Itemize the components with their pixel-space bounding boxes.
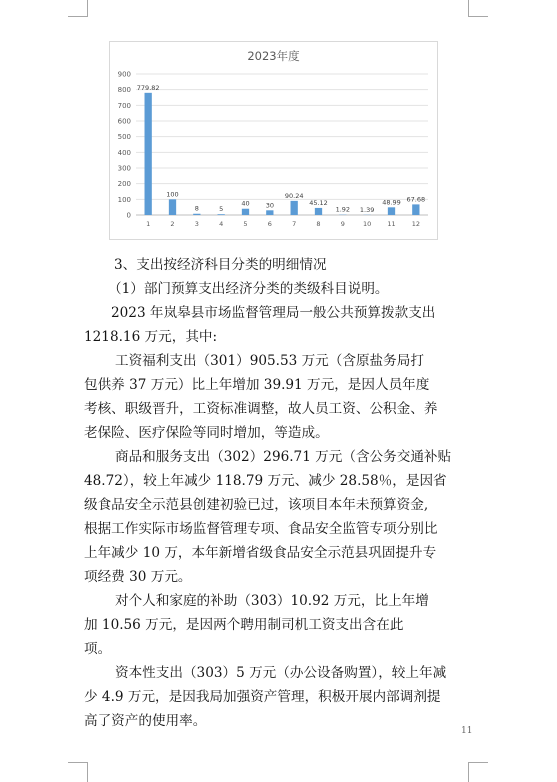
y-tick-label: 500 — [117, 133, 131, 142]
data-label: 40 — [241, 199, 250, 208]
crop-mark-bottom-right-h — [468, 762, 488, 763]
x-tick-label: 7 — [292, 220, 297, 228]
crop-mark-bottom-left-h — [68, 762, 88, 763]
x-tick-label: 4 — [219, 220, 224, 228]
bar-chart — [109, 41, 438, 240]
x-tick-label: 5 — [243, 220, 248, 228]
paragraph-line: 48.72），较上年减少 118.79 万元、减少 28.58％，是因省 — [84, 473, 447, 489]
crop-mark-top-left-v — [87, 0, 88, 17]
paragraph-line: 少 4.9 万元，是因我局加强资产管理，积极开展内部调剂提 — [84, 689, 441, 705]
bar — [266, 210, 273, 215]
paragraph-line: 高了资产的使用率。 — [84, 713, 207, 729]
data-label: 1.92 — [335, 205, 351, 214]
paragraph-line: 包供养 37 万元）比上年增加 39.91 万元，是因人员年度 — [84, 377, 430, 393]
data-label: 5 — [219, 205, 224, 214]
section-heading: 3、支出按经济科目分类的明细情况 — [114, 257, 327, 273]
paragraph-line: 1218.16 万元，其中: — [84, 329, 218, 345]
x-tick-label: 10 — [363, 220, 372, 228]
bar — [291, 201, 298, 215]
bar — [169, 199, 176, 215]
bar — [218, 214, 225, 215]
x-tick-label: 6 — [267, 220, 272, 228]
x-tick-label: 1 — [146, 220, 151, 228]
y-tick-label: 900 — [117, 70, 131, 79]
data-label: 30 — [265, 201, 274, 210]
data-label: 100 — [166, 190, 179, 199]
paragraph-line: 老保险、医疗保险等同时增加，等造成。 — [84, 425, 329, 441]
y-tick-label: 100 — [117, 195, 131, 204]
paragraph-line: 级食品安全示范县创建初验已过，该项目本年未预算资金, — [84, 497, 429, 513]
x-tick-label: 8 — [316, 220, 321, 228]
data-label: 779.82 — [136, 83, 160, 92]
crop-mark-bottom-left-v — [87, 762, 88, 782]
paragraph-line: 对个人和家庭的补助（303）10.92 万元，比上年增 — [115, 593, 429, 609]
paragraph-line: 2023 年岚皋县市场监督管理局一般公共预算拨款支出 — [111, 305, 436, 321]
x-tick-label: 9 — [340, 220, 345, 228]
data-label: 67.68 — [406, 195, 426, 204]
paragraph-line: 项经费 30 万元。 — [84, 569, 192, 585]
data-label: 48.99 — [382, 198, 401, 207]
crop-mark-bottom-right-v — [468, 762, 469, 782]
crop-mark-top-right-h — [468, 16, 488, 17]
data-label: 8 — [194, 204, 199, 213]
paragraph-line: 工资福利支出（301）905.53 万元（含原盐务局打 — [115, 353, 424, 369]
x-tick-label: 2 — [170, 220, 175, 228]
x-tick-label: 11 — [387, 220, 396, 228]
y-tick-label: 700 — [117, 101, 131, 110]
y-tick-label: 200 — [117, 180, 131, 189]
bar — [242, 209, 249, 215]
page-number: 11 — [461, 726, 473, 736]
paragraph-line: 上年减少 10 万，本年新增省级食品安全示范县巩固提升专 — [84, 545, 437, 561]
chart-title: 2023年度 — [247, 49, 300, 63]
data-label: 90.24 — [284, 191, 304, 200]
paragraph-line: 商品和服务支出（302）296.71 万元（含公务交通补贴 — [115, 449, 452, 465]
y-tick-label: 300 — [117, 164, 131, 173]
paragraph-line: 资本性支出（303）5 万元（办公设备购置），较上年减 — [115, 665, 447, 681]
paragraph-line: 考核、职级晋升，工资标准调整，故人员工资、公积金、养 — [84, 401, 438, 417]
subsection-heading: （1）部门预算支出经济分类的类级科目说明。 — [108, 281, 389, 297]
bar — [193, 214, 200, 215]
paragraph-line: 加 10.56 万元，是因两个聘用制司机工资支出含在此 — [84, 617, 404, 633]
y-tick-label: 400 — [117, 148, 131, 157]
crop-mark-top-right-v — [468, 0, 469, 17]
data-label: 45.12 — [309, 198, 328, 207]
bar — [315, 208, 322, 215]
bar — [388, 207, 395, 215]
crop-mark-top-left-h — [68, 16, 88, 17]
bar — [145, 93, 152, 215]
bar — [412, 204, 419, 215]
y-tick-label: 0 — [126, 211, 131, 220]
x-tick-label: 12 — [411, 220, 420, 228]
chart-plot — [110, 42, 437, 239]
y-tick-label: 800 — [117, 86, 131, 95]
paragraph-line: 项。 — [84, 641, 112, 657]
data-label: 1.39 — [359, 205, 375, 214]
y-tick-label: 600 — [117, 117, 131, 126]
x-tick-label: 3 — [194, 220, 199, 228]
paragraph-line: 根据工作实际市场监督管理专项、食品安全监管专项分别比 — [84, 521, 438, 537]
